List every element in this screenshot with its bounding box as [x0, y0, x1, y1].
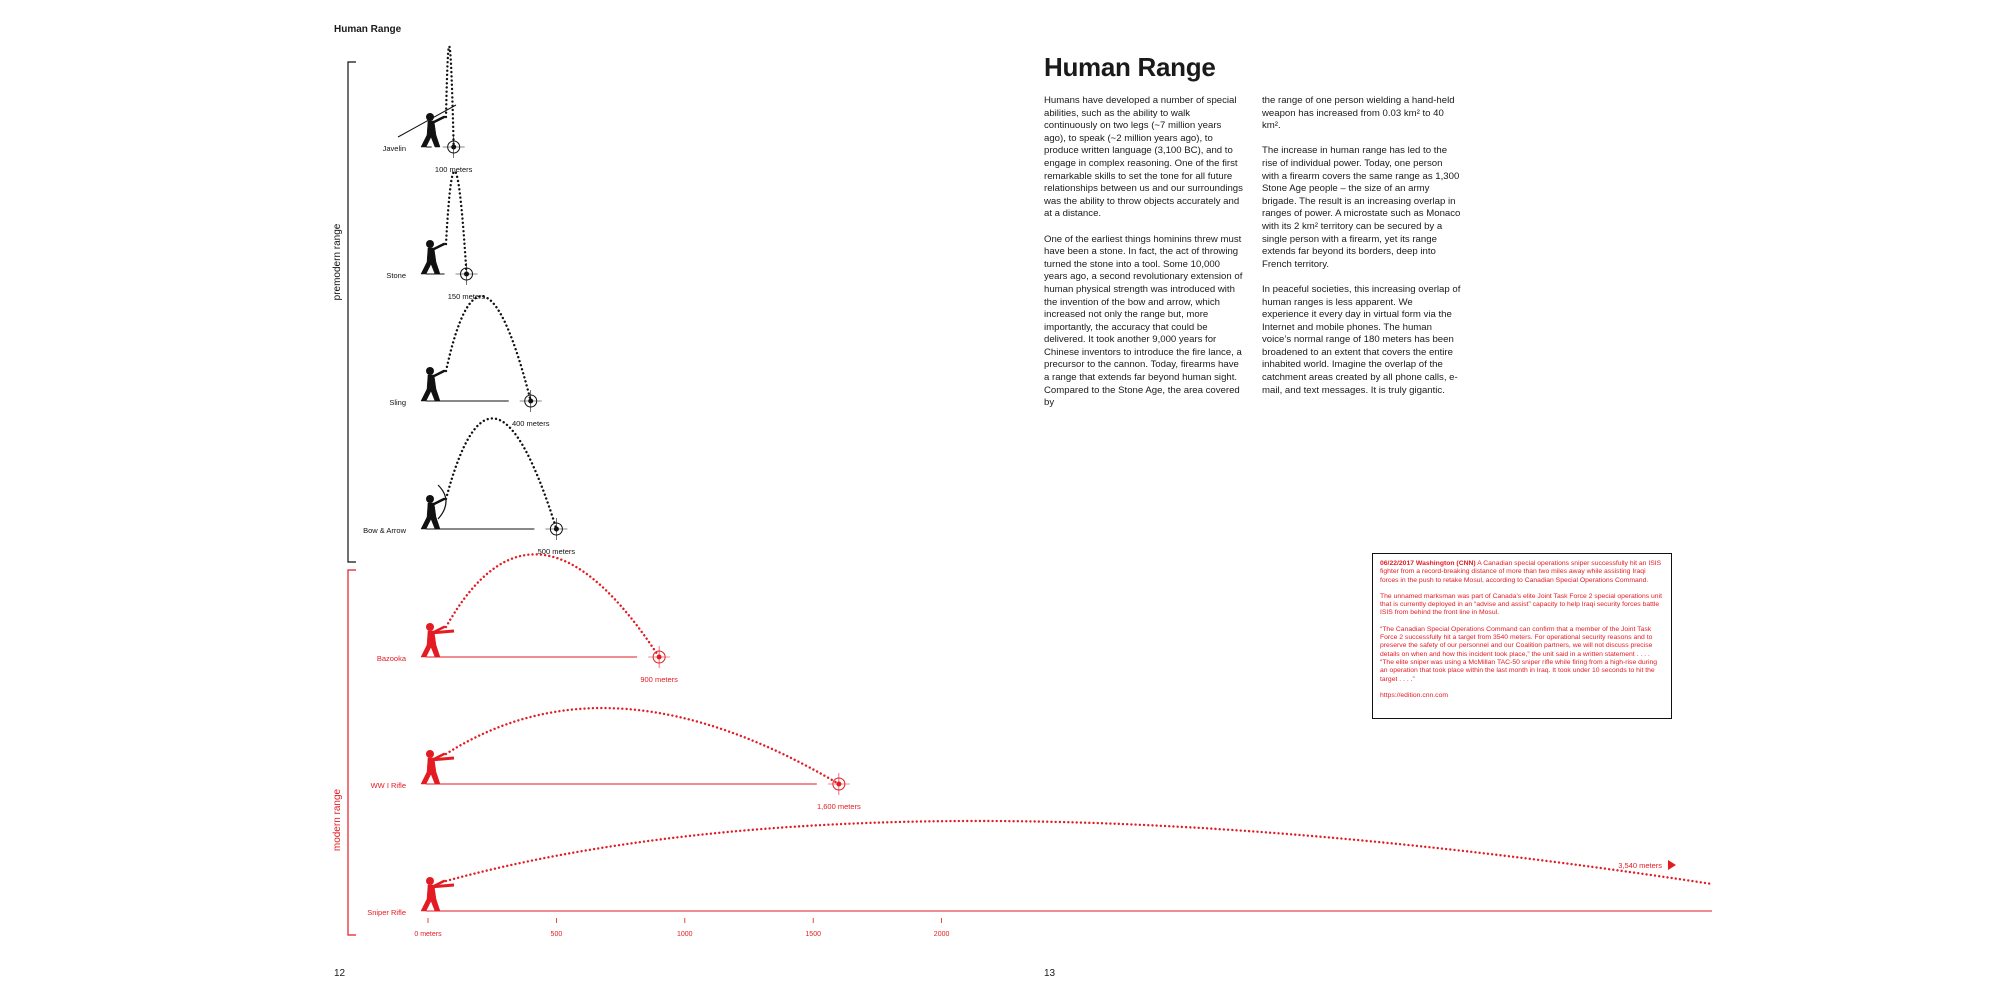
x-tick-label: 2000: [933, 931, 950, 938]
weapon-label: Stone: [386, 271, 406, 280]
bazooka-soldier-icon: [421, 623, 454, 657]
range-label: 400 meters: [511, 419, 550, 428]
page-number-left: 12: [334, 968, 346, 979]
group-label: premodern range: [332, 223, 343, 301]
figure-body: [421, 121, 440, 147]
article-column-1: [1044, 95, 1244, 422]
trajectory: [446, 554, 659, 657]
arrow-icon: [1668, 860, 1676, 870]
group-label: modern range: [332, 788, 343, 852]
figure-head: [426, 367, 434, 375]
weapon-barrel: [430, 631, 454, 633]
article-title: Human Range: [1044, 52, 1216, 82]
article-column-2: [1262, 95, 1462, 410]
news-source-link[interactable]: https://edition.cnn.com: [1380, 691, 1449, 699]
target-icon: [456, 263, 478, 285]
paragraph: The increase in human range has led to the rise of individual power. Today, one person with a firearm covers the same range as 1,300 Stone Age people – the size of an army brigade. The result is an increasing overlap in ranges of power. A microstate such as Monaco with its 2 km² territory can be secured by a single person with a firearm, yet its range extends far beyond its borders, deep into French territory.: [1262, 145, 1461, 270]
news-lead: A Canadian special operations sniper successfully hit an ISIS fighter from a record-breaking distance of more than two miles away while assisting Iraqi forces in the push to retake Mosul, according to Canadian Special Operations Command.: [1380, 560, 1662, 584]
weapon-label: WW I Rifle: [370, 781, 406, 790]
figure-body: [421, 375, 440, 401]
figure-head: [426, 495, 434, 503]
range-label: 900 meters: [640, 675, 678, 684]
trajectory: [446, 418, 556, 529]
weapon-label: Sniper Rifle: [367, 908, 406, 917]
javelin-thrower-icon: [398, 105, 456, 147]
figure-head: [426, 623, 434, 631]
weapon-label: Bazooka: [376, 654, 406, 663]
weapon-barrel: [430, 758, 454, 760]
target-icon: [828, 773, 850, 795]
range-label: 500 meters: [537, 547, 576, 556]
paragraph: Humans have developed a number of special abilities, such as the ability to walk continuously on two legs (~7 million years ago), to speak (~2 million years ago), to produce written language (3,100 BC), and to engage in complex reasoning. One of the first remarkable skills to set the tone for all future relationships between us and our surroundings was the ability to throw objects accurately and at a distance.: [1044, 95, 1243, 220]
range-label: 1,600 meters: [816, 802, 861, 811]
news-paragraph: [1380, 560, 1664, 585]
figure-body: [421, 758, 440, 784]
page-running-title: Human Range: [334, 24, 402, 35]
group-bracket: [348, 62, 356, 562]
paragraph: One of the earliest things hominins threw must have been a stone. In fact, the act of throwing turned the stone into a tool. Some 10,000 years ago, a second revolutionary extension of human physical strength was introduced with the invention of the bow and arrow, which increased not only the range but, more importantly, the accuracy that could be delivered. It took another 9,000 years for Chinese inventors to introduce the fire lance, a precursor to the cannon. Today, firearms have a range that extends far beyond human sight. Compared to the Stone Age, the area covered by: [1044, 233, 1243, 409]
stone-thrower-icon: [421, 240, 444, 274]
x-tick-label: 500: [550, 931, 563, 938]
range-label: 100 meters: [434, 165, 473, 174]
news-paragraph: The unnamed marksman was part of Canada’s elite Joint Task Force 2 special operations unit that is currently deployed in an “advise and assist” capacity to help Iraqi security forces battle ISIS from behind the front line in Mosul.: [1380, 592, 1662, 617]
news-paragraph: “The Canadian Special Operations Command can confirm that a member of the Joint Task Force 2 successfully hit a target from 3540 meters. For operational security reasons and to preserve the safety of our personnel and our Coalition partners, we will not discuss precise details on when and how this incident took place,” the unit said in a written statement . . . .: [1380, 625, 1653, 658]
slinger-icon: [421, 367, 444, 401]
weapon-label: Bow & Arrow: [363, 526, 406, 535]
figure-head: [426, 750, 434, 758]
target-icon: [648, 646, 670, 668]
x-tick-label: 1000: [677, 931, 693, 938]
figure-head: [426, 240, 434, 248]
sniper-icon: [421, 877, 454, 911]
archer-icon: [421, 485, 446, 529]
figure-body: [421, 885, 440, 911]
target-icon: [545, 518, 567, 540]
figure-body: [421, 248, 440, 274]
range-label: 3,540 meters: [1618, 861, 1662, 870]
target-icon: [443, 136, 465, 158]
trajectory: [446, 46, 454, 147]
weapon-label: Sling: [389, 398, 406, 407]
x-tick-label: 0 meters: [414, 931, 442, 938]
range-label: 150 meters: [447, 292, 486, 301]
target-icon: [520, 390, 542, 412]
page-number-right: 13: [1044, 968, 1056, 979]
paragraph: the range of one person wielding a hand-held weapon has increased from 0.03 km² to 40 km².: [1262, 95, 1455, 132]
trajectory: [446, 821, 1712, 884]
trajectory: [446, 171, 467, 274]
weapon-barrel: [430, 885, 454, 887]
figure-body: [421, 503, 440, 529]
news-dateline: 06/22/2017 Washington (CNN): [1380, 560, 1476, 567]
figure-head: [426, 877, 434, 885]
trajectory: [446, 708, 839, 784]
trajectory: [446, 296, 531, 401]
paragraph: In peaceful societies, this increasing overlap of human ranges is less apparent. We experience it every day in virtual form via the Internet and mobile phones. The human voice’s normal range of 180 meters has been broadened to an extent that covers the entire inhabited world. Imagine the overlap of the catchment areas created by all phone calls, e-mail, and text messages. It is truly gigantic.: [1262, 283, 1461, 396]
figure-body: [421, 631, 440, 657]
weapon-label: Javelin: [382, 144, 406, 153]
rifleman-icon: [421, 750, 454, 784]
news-paragraph: “The elite sniper was using a McMillan TAC-50 sniper rifle while firing from a high-rise during an operation that took place within the last month in Iraq. It took under 10 seconds to hit the target . . . .”: [1380, 658, 1658, 683]
group-bracket: [348, 570, 356, 935]
x-tick-label: 1500: [805, 931, 821, 938]
news-quote-box: [1372, 553, 1672, 719]
